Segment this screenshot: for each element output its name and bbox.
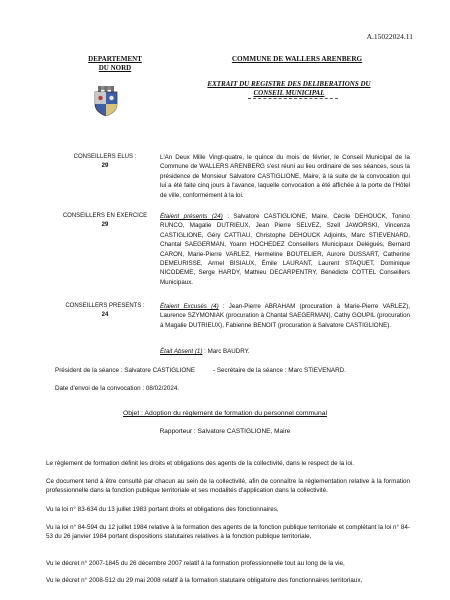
- extract-heading: [200, 80, 378, 98]
- present-heading: Étaient présents (24): [160, 213, 223, 220]
- excused-list: : Jean-Pierre ABRAHAM (procuration à Marie-Pierre VARLEZ), Laurence SZYMONIAK (procuration à Chantal SAEGERMAN), Cathy GOUPIL (procuration à Magalie DUTRIEUX), Fabienne BENOIT (procuration à Salvatore CASTIGLIONE).: [160, 303, 410, 329]
- session-secretary: - Secrétaire de la séance : Marc STIEVENARD.: [213, 367, 346, 374]
- paragraph: Vu la loi n° 83-634 du 13 juillet 1983 portant droits et obligations des fonctionnaires,: [46, 506, 279, 513]
- heading-divider: [248, 98, 338, 99]
- councillors-present-count: 24: [101, 312, 109, 318]
- department-line-2: DU NORD: [98, 64, 132, 72]
- department-heading: [80, 55, 150, 73]
- extract-line-1: EXTRAIT DU REGISTRE DES DELIBERATIONS DU: [207, 80, 371, 88]
- paragraph: Le règlement de formation définit les droits et obligations des agents de la collectivité, dans le respect de la loi.: [46, 460, 355, 467]
- councillors-elected-count: 29: [101, 163, 109, 169]
- session-opening-text: L'An Deux Mille Vingt-quatre, le quince du mois de février, le Conseil Municipal de la Commune de WALLERS ARENBERG s'est réuni au lieu ordinaire de ses séances, sous la présidence de Monsieur Salvatore CASTIGLIONE, Maire, à la suite de la convocation qui lui a été faite cinq jours à l'avance, laquelle convocation a été affichée à la porte de l'Hôtel de ville, conformément à la loi.: [160, 154, 410, 199]
- document-reference: A.15022024.11: [366, 32, 413, 41]
- absent-heading: Était Absent (1): [160, 348, 203, 355]
- department-line-1: DEPARTEMENT: [88, 55, 142, 63]
- present-list: : Salvatore CASTIGLIONE, Maire, Cécile DEHOUCK, Tonino RUNCO, Magalie DUTRIEUX, Jean Pierre SELVEZ, Szell JAWORSKI, Vincenza CASTIGLIONE, Géry CATTIAU, Christophe DEHOUCK Adjoints, Marc STIEVENARD, Chantal SAEGERMAN, Yoann HOCHEDEZ Conseillers Municipaux Delégués, Bernard CARON, Marie-Pierre VARLEZ, Hermeline BOUTELIER, Aurore DUSSART, Catherine DEMEURISSE, Armel BISIAUX, Émile LAURANT, Laurent STAQUET, Dominique NICODEME, Serge HARDY, Mathieu DECARPENTRY, Bénédicte COTTEL Conseillers Municipaux.: [160, 213, 410, 286]
- absent-list: : Marc BAUDRY.: [202, 348, 250, 355]
- session-president: Président de la séance : Salvatore CASTIGLIONE: [55, 367, 195, 374]
- convocation-date: Date d'envoi de la convocation : 08/02/2024.: [55, 385, 180, 392]
- paragraph: Vu le décret n° 2007-1845 du 26 décembre 2007 relatif à la formation professionnelle tout au long de la vie,: [46, 560, 345, 567]
- paragraph: Vu le décret n° 2008-512 du 29 mai 2008 relatif à la formation statutaire obligatoire des fonctionnaires territoriaux,: [46, 577, 363, 584]
- excused-members-text: [160, 302, 410, 330]
- commune-heading: COMMUNE DE WALLERS ARENBERG: [231, 55, 363, 63]
- councillors-serving-label: CONSEILLERS EN EXERCICE 29: [50, 212, 160, 230]
- extract-line-2: CONSEIL MUNICIPAL: [253, 89, 325, 97]
- present-members-text: [160, 212, 410, 287]
- councillors-elected-label: CONSEILLERS ELUS : 29: [50, 153, 160, 171]
- deliberation-subject: Objet : Adoption du règlement de formation du personnel communal: [122, 410, 328, 417]
- paragraph: Vu la loi n° 84-594 du 12 juillet 1984 relative à la formation des agents de la fonction publique territoriale et complétant la loi n° 84-53 du 26 janvier 1984 portant dispositions statutaires relatives à la fonction publique territoriale,: [46, 524, 410, 541]
- councillors-present-label: CONSEILLERS PRESENTS : 24: [50, 302, 160, 320]
- town-crest-icon: [92, 86, 120, 116]
- paragraph: Ce document tend à être consulté par chacun au sein de la collectivité, afin de connaître la réglementation relative à la formation professionnelle dans la fonction publique territoriale et ses modalités d'application dans la collectivité.: [46, 478, 410, 495]
- absent-members-text: [160, 347, 410, 356]
- excused-heading: Étaient Excusés (4): [160, 303, 219, 310]
- rapporteur-line: Rapporteur : Salvatore CASTIGLIONE, Maire: [159, 428, 291, 435]
- councillors-serving-count: 29: [101, 222, 109, 228]
